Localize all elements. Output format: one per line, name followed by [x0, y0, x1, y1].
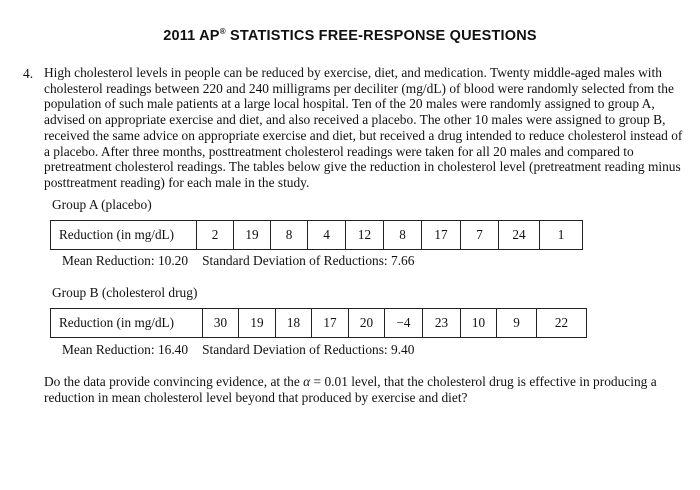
title-text-rest: STATISTICS FREE-RESPONSE QUESTIONS: [225, 28, 537, 44]
closing-text: Do the data provide convincing evidence, at the: [44, 374, 304, 389]
group-b-value: 30: [203, 309, 239, 338]
group-b-label: Group B (cholesterol drug): [52, 285, 198, 300]
group-b-value: 23: [423, 309, 461, 338]
group-b-stats: [62, 342, 414, 358]
closing-question: [44, 374, 684, 406]
group-b-row: [51, 309, 587, 338]
group-b-mean: Mean Reduction: 16.40: [62, 342, 189, 357]
group-a-value: 2: [197, 221, 234, 250]
group-a-value: 4: [308, 221, 346, 250]
group-b-value: 19: [239, 309, 276, 338]
group-b-value: 20: [349, 309, 385, 338]
group-a-value: 8: [384, 221, 422, 250]
group-a-table: [50, 220, 583, 250]
page-title: [0, 27, 700, 44]
question-stem: High cholesterol levels in people can be reduced by exercise, diet, and medication. Twenty middle-aged males with cholesterol readings between 220 and 240 milligrams per deciliter (mg/dL) of blood were randomly selected from the population of such male patients at a large local hospital. Ten of the 20 males were randomly assigned to group A, advised on appropriate exercise and diet, and also received a placebo. The other 10 males were assigned to group B, received the same advice on appropriate exercise and diet, but received a drug intended to reduce cholesterol instead of a placebo. After three months, posttreatment cholesterol readings were taken for all 20 males and compared to pretreatment cholesterol readings. The tables below give the reduction in cholesterol level (pretreatment reading minus posttreatment reading) for each male in the study.: [44, 65, 683, 190]
group-a-mean: Mean Reduction: 10.20: [62, 253, 189, 268]
question-number: 4.: [23, 66, 34, 81]
group-b-value: −4: [385, 309, 423, 338]
title-text: 2011 AP: [163, 28, 220, 44]
group-b-value: 17: [312, 309, 349, 338]
group-a-value: 19: [234, 221, 271, 250]
group-b-value: 18: [276, 309, 312, 338]
alpha-symbol: α: [303, 374, 311, 389]
group-a-label: Group A (placebo): [52, 197, 152, 212]
group-a-value: 12: [346, 221, 384, 250]
group-b-table: [50, 308, 587, 338]
group-a-value: 8: [271, 221, 308, 250]
group-a-value: 7: [461, 221, 499, 250]
group-b-value: 10: [461, 309, 497, 338]
group-a-value: 1: [540, 221, 583, 250]
group-a-row: [51, 221, 583, 250]
group-a-value: 17: [422, 221, 461, 250]
group-b-row-label: Reduction (in mg/dL): [51, 309, 203, 338]
group-b-value: 9: [497, 309, 537, 338]
group-a-row-label: Reduction (in mg/dL): [51, 221, 197, 250]
closing-text-rest: = 0.01 level, that the cholesterol drug is effective in producing a reduction in mean cholesterol level beyond that produced by exercise and diet?: [44, 374, 657, 405]
group-a-stats: [62, 253, 414, 269]
group-b-sd: Standard Deviation of Reductions: 9.40: [202, 342, 415, 357]
group-a-sd: Standard Deviation of Reductions: 7.66: [202, 253, 415, 268]
registered-mark: ®: [219, 27, 226, 36]
group-b-value: 22: [537, 309, 587, 338]
group-a-value: 24: [499, 221, 540, 250]
